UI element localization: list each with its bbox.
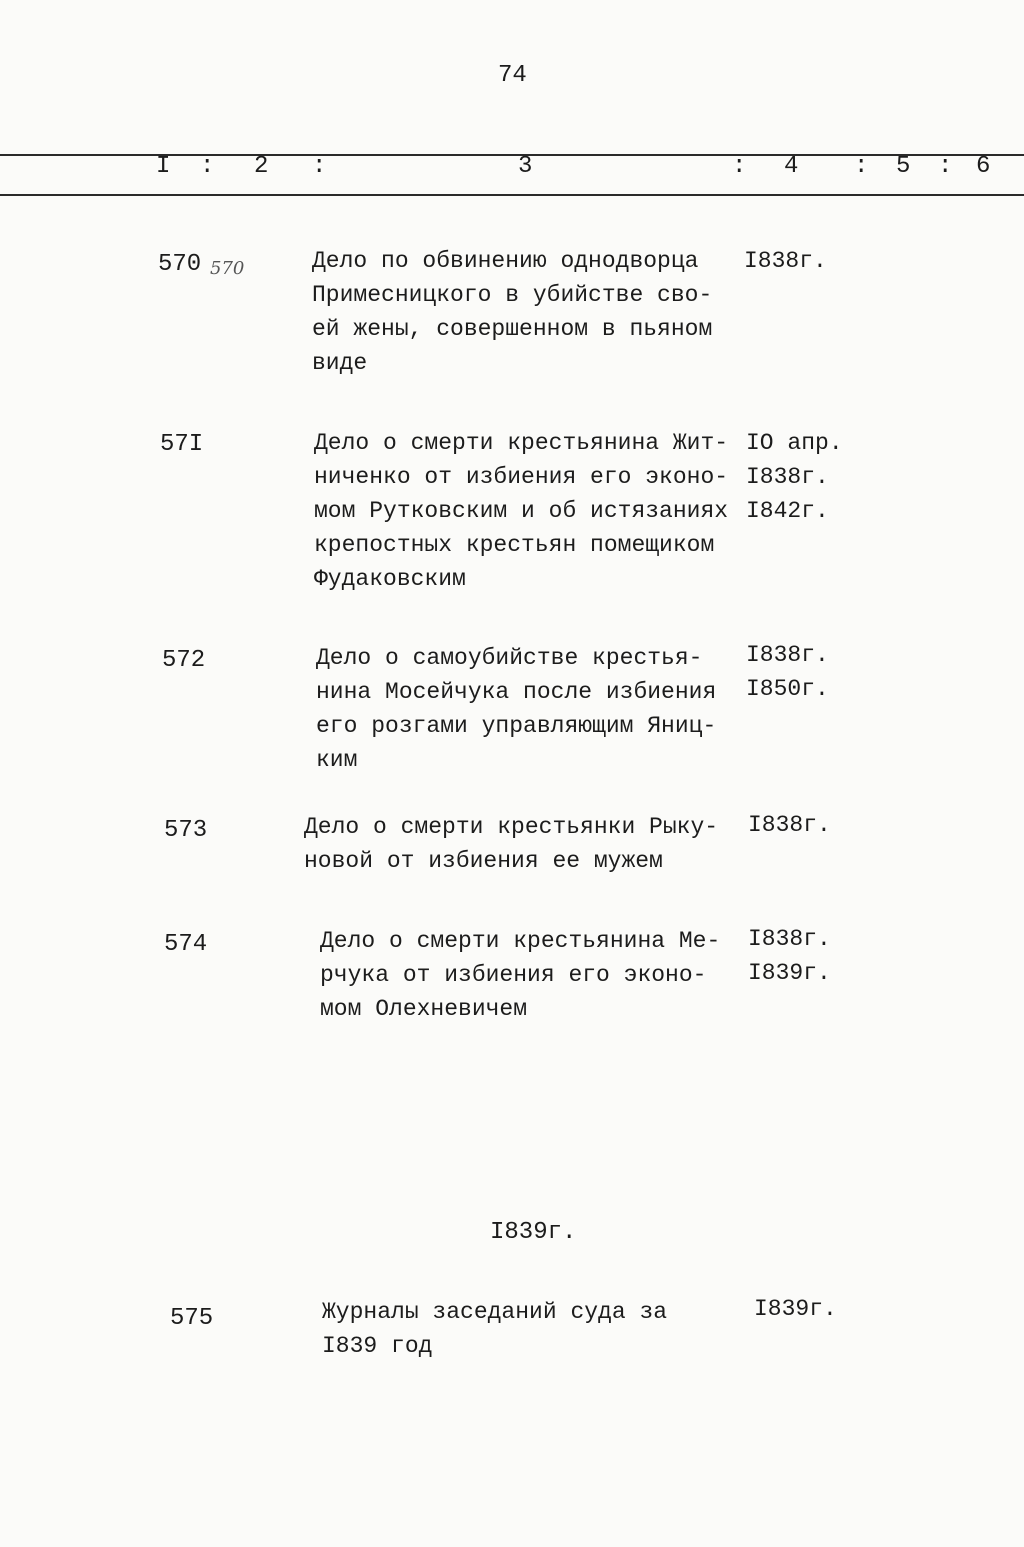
entry-line: Дело о смерти крестьянки Рыку-: [304, 814, 719, 840]
entry-date: I842г.: [746, 498, 829, 524]
entry-line: Дело о смерти крестьянина Ме-: [320, 928, 721, 954]
header-col-1: I: [156, 153, 171, 180]
header-sep: :: [200, 153, 215, 180]
entry-date: IO апр.: [746, 430, 843, 456]
entry-dates: [744, 244, 854, 278]
entry-date: I838г.: [748, 812, 831, 838]
year-heading: I839г.: [490, 1219, 577, 1246]
entry-line: крепостных крестьян помещиком: [314, 532, 715, 558]
entry-line: мом Рутковским и об истязаниях: [314, 498, 729, 524]
handwritten-annotation: 570: [210, 258, 245, 279]
entry-description: [312, 244, 742, 380]
entry-date: I839г.: [748, 960, 831, 986]
entry-dates: [746, 638, 856, 706]
header-col-3: 3: [518, 153, 533, 180]
entry-line: нина Мосейчука после избиения: [316, 679, 717, 705]
header-col-6: 6: [976, 153, 991, 180]
page-number: 74: [498, 62, 527, 89]
entry-line: новой от избиения ее мужем: [304, 848, 663, 874]
header-col-4: 4: [784, 153, 799, 180]
entry-date: I838г.: [746, 642, 829, 668]
entry-line: ниченко от избиения его эконо-: [314, 464, 729, 490]
entry-line: Примесницкого в убийстве сво-: [312, 282, 713, 308]
header-col-5: 5: [896, 153, 911, 180]
entry-line: I839 год: [322, 1333, 433, 1359]
entry-date: I838г.: [744, 248, 827, 274]
entry-number: 572: [162, 647, 206, 674]
entry-date: I839г.: [754, 1296, 837, 1322]
entry-number: 575: [170, 1305, 214, 1332]
entry-dates: [746, 426, 856, 528]
entry-date: I838г.: [748, 926, 831, 952]
entry-description: [304, 810, 734, 878]
entry-number: 574: [164, 931, 208, 958]
entry-line: Фудаковским: [314, 566, 466, 592]
entry-line: рчука от избиения его эконо-: [320, 962, 707, 988]
entry-dates: [754, 1292, 864, 1326]
entry-number: 573: [164, 817, 208, 844]
entry-line: Дело по обвинению однодворца: [312, 248, 699, 274]
entry-description: [322, 1295, 752, 1363]
entry-description: [316, 641, 746, 777]
entry-number: 570: [158, 251, 202, 278]
header-col-2: 2: [254, 153, 269, 180]
entry-line: ей жены, совершенном в пьяном: [312, 316, 713, 342]
entry-line: его розгами управляющим Яниц-: [316, 713, 717, 739]
entry-line: Журналы заседаний суда за: [322, 1299, 668, 1325]
entry-line: Дело о самоубийстве крестья-: [316, 645, 703, 671]
entry-description: [314, 426, 744, 596]
header-sep: :: [312, 153, 327, 180]
entry-line: Дело о смерти крестьянина Жит-: [314, 430, 729, 456]
entry-number: 57I: [160, 431, 204, 458]
header-rule-bottom: [0, 194, 1024, 196]
entry-line: ким: [316, 747, 358, 773]
header-sep: :: [732, 153, 747, 180]
entry-dates: [748, 922, 858, 990]
entry-dates: [748, 808, 858, 842]
entry-line: виде: [312, 350, 368, 376]
entry-date: I838г.: [746, 464, 829, 490]
header-rule-top: [0, 154, 1024, 156]
entry-line: мом Олехневичем: [320, 996, 528, 1022]
header-sep: :: [938, 153, 953, 180]
entry-date: I850г.: [746, 676, 829, 702]
header-sep: :: [854, 153, 869, 180]
entry-description: [320, 924, 750, 1026]
